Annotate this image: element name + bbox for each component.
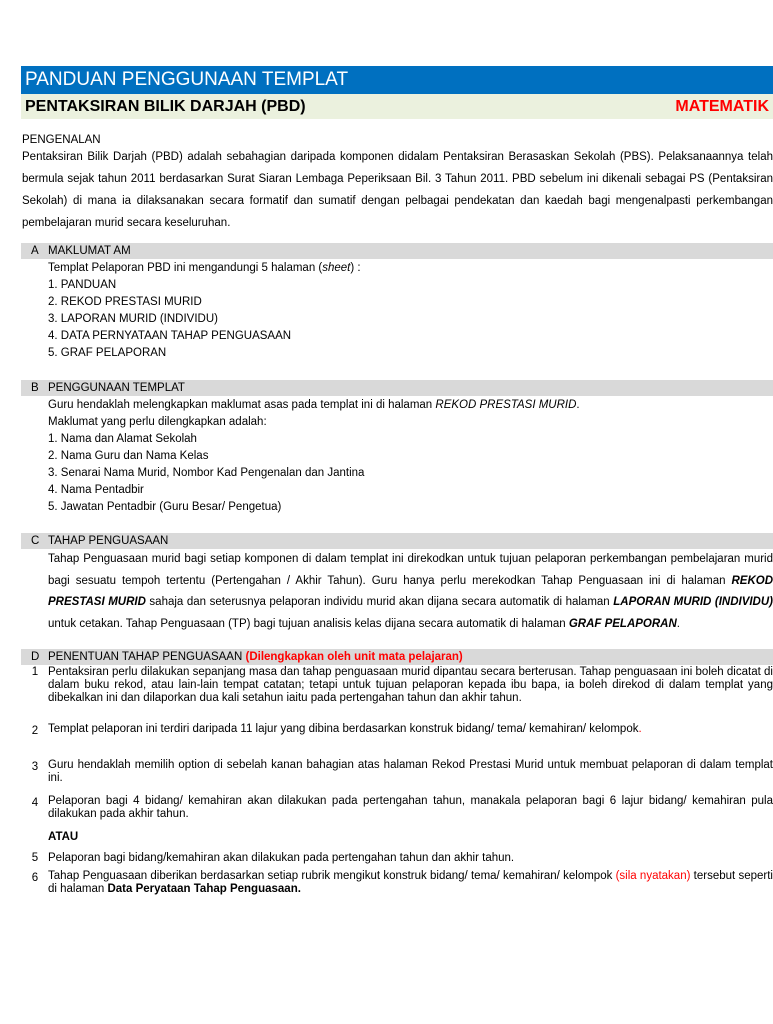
section-b-title: PENGGUNAAN TEMPLAT xyxy=(48,382,185,394)
item-text: Pelaporan bagi 4 bidang/ kemahiran akan dilakukan pada pertengahan tahun, manakala pelaporan bagi 6 lajur bidang/ kemahiran pula dilakukan pada akhir tahun. xyxy=(48,795,773,820)
item-text-main: Tahap Penguasaan diberikan berdasarkan setiap rubrik mengikut konstruk bidang/ tema/ kemahiran/ kelompok xyxy=(48,870,616,882)
section-a-intro xyxy=(48,260,773,277)
item-number: 6 xyxy=(31,872,39,884)
section-b-body xyxy=(22,397,773,516)
section-c-title: TAHAP PENGUASAAN xyxy=(48,535,169,547)
list-item: 4. Nama Pentadbir xyxy=(48,484,144,496)
document-title: PANDUAN PENGGUNAAN TEMPLAT xyxy=(21,66,773,94)
section-d-title-wrap xyxy=(48,649,773,665)
document-subtitle-bar xyxy=(21,94,773,119)
list-item: 1. PANDUAN xyxy=(48,279,117,291)
section-b-line1-text: Guru hendaklah melengkapkan maklumat asas pada templat ini di halaman xyxy=(48,399,436,411)
section-c xyxy=(22,533,773,635)
section-a-header xyxy=(21,243,773,259)
intro-heading: PENGENALAN xyxy=(22,134,101,146)
list-item: 3. Senarai Nama Murid, Nombor Kad Pengenalan dan Jantina xyxy=(48,467,365,479)
section-d-note: (Dilengkapkan oleh unit mata pelajaran) xyxy=(245,651,463,663)
item-number: 4 xyxy=(31,797,39,809)
section-d-title: PENENTUAN TAHAP PENGUASAAN xyxy=(48,651,243,663)
section-b-letter: B xyxy=(31,382,39,394)
section-c-em-2: LAPORAN MURID (INDIVIDU) xyxy=(613,596,773,608)
intro-paragraph: Pentaksiran Bilik Darjah (PBD) adalah sebahagian daripada komponen didalam Pentaksiran Berasaskan Sekolah (PBS). Pelaksanaannya telah bermula sejak tahun 2011 berdasarkan Surat Siaran Lembaga Peperiksaan Bil. 3 Tahun 2011. PBD sebelum ini dikenali sebagai PS (Pentaksiran Sekolah) di mana ia dilaksanakan secara formatif dan sumatif dengan pelbagai pendekatan dan kaedah bagi mengenalpasti perkembangan pembelajaran murid secara keseluruhan. xyxy=(22,151,773,229)
item-text-main: Templat pelaporan ini terdiri daripada 11 lajur yang dibina berdasarkan konstruk bidang/ tema/ kemahiran/ kelompok xyxy=(48,723,639,735)
list-item: 2. Nama Guru dan Nama Kelas xyxy=(48,450,209,462)
numbered-item xyxy=(22,852,773,865)
section-c-em-3: GRAF PELAPORAN xyxy=(568,617,677,630)
list-item: 4. DATA PERNYATAAN TAHAP PENGUASAAN xyxy=(48,330,292,342)
list-item: 5. GRAF PELAPORAN xyxy=(48,347,167,359)
section-c-header xyxy=(21,533,773,549)
section-d-header xyxy=(21,649,773,665)
list-item: 2. REKOD PRESTASI MURID xyxy=(48,296,202,308)
item-text xyxy=(48,723,773,738)
numbered-item xyxy=(22,870,773,896)
item-text-dot: . xyxy=(638,723,642,735)
subject-label: MATEMATIK xyxy=(675,98,769,115)
numbered-item xyxy=(22,795,773,821)
section-c-em-1: REKOD PRESTASI MURID xyxy=(48,574,773,608)
numbered-item xyxy=(22,759,773,785)
document-subtitle: PENTAKSIRAN BILIK DARJAH (PBD) xyxy=(25,98,306,115)
section-a xyxy=(22,243,773,362)
item-text: Guru hendaklah memilih option di sebelah kanan bahagian atas halaman Rekod Prestasi Murid untuk membuat pelaporan di dalam templat ini. xyxy=(48,759,773,784)
section-a-intro-em: sheet xyxy=(322,262,351,274)
section-c-body xyxy=(22,549,773,635)
list-item: 5. Jawatan Pentadbir (Guru Besar/ Pengetua) xyxy=(48,501,282,513)
section-b xyxy=(22,380,773,516)
item-text-mid: tersebut seperti di halaman xyxy=(48,870,773,895)
list-item: 3. LAPORAN MURID (INDIVIDU) xyxy=(48,313,218,325)
item-text-red: (sila nyatakan) xyxy=(615,870,691,882)
list-item: 1. Nama dan Alamat Sekolah xyxy=(48,433,197,445)
intro-section xyxy=(22,134,773,234)
item-text xyxy=(48,870,773,896)
item-number: 5 xyxy=(31,852,39,864)
section-d xyxy=(22,649,773,896)
section-a-letter: A xyxy=(31,245,39,257)
section-d-letter: D xyxy=(31,651,40,663)
section-a-body xyxy=(22,260,773,362)
item-text: Pentaksiran perlu dilakukan sepanjang masa dan tahap penguasaan murid dipantau secara berterusan. Tahap penguasaan ini boleh dicatat di dalam buku rekod, atau lain-lain tempat catatan; tetapi untuk tujuan pelaporan kepada ibu bapa, ia boleh direkod di dalam templat yang dibekalkan ini dan dilaporkan dua kali setahun iaitu pada pertengahan tahun dan akhir tahun. xyxy=(48,666,773,704)
section-b-line1-em: REKOD PRESTASI MURID xyxy=(435,399,577,411)
spacer xyxy=(22,831,48,844)
section-c-text-3: untuk cetakan. Tahap Penguasaan (TP) bagi tujuan analisis kelas dijana secara automatik di halaman xyxy=(48,617,569,630)
item-text-bold: Data Peryataan Tahap Penguasaan. xyxy=(107,883,301,895)
section-a-intro-text: Templat Pelaporan PBD ini mengandungi 5 halaman ( xyxy=(48,262,323,274)
section-c-paragraph xyxy=(48,549,773,635)
atau-row xyxy=(22,831,773,844)
item-number: 3 xyxy=(31,761,39,773)
section-c-text-4: . xyxy=(676,617,680,630)
item-number: 2 xyxy=(31,725,39,737)
numbered-item xyxy=(22,666,773,705)
document-page xyxy=(22,66,773,896)
section-a-intro-end: ) : xyxy=(350,262,361,274)
section-b-line1 xyxy=(48,397,773,414)
atau-label: ATAU xyxy=(48,831,79,843)
item-number: 1 xyxy=(31,666,39,678)
item-text: Pelaporan bagi bidang/kemahiran akan dilakukan pada pertengahan tahun dan akhir tahun. xyxy=(48,852,515,864)
section-b-line2: Maklumat yang perlu dilengkapkan adalah: xyxy=(48,416,267,428)
numbered-item xyxy=(22,723,773,738)
section-b-header xyxy=(21,380,773,396)
section-a-title: MAKLUMAT AM xyxy=(48,245,131,257)
section-c-text-2: sahaja dan seterusnya pelaporan individu murid akan dijana secara automatik di halaman xyxy=(145,596,614,608)
section-b-line1-end: . xyxy=(576,399,580,411)
section-c-text-1: Tahap Penguasaan murid bagi setiap komponen di dalam templat ini direkodkan untuk tujuan pelaporan perkembangan pembelajaran murid bagi sesuatu tempoh tertentu (Pertengahan / Akhir Tahun). Guru hanya perlu merekodkan Tahap Penguasaan ini di halaman xyxy=(48,553,773,587)
section-c-letter: C xyxy=(31,535,40,547)
